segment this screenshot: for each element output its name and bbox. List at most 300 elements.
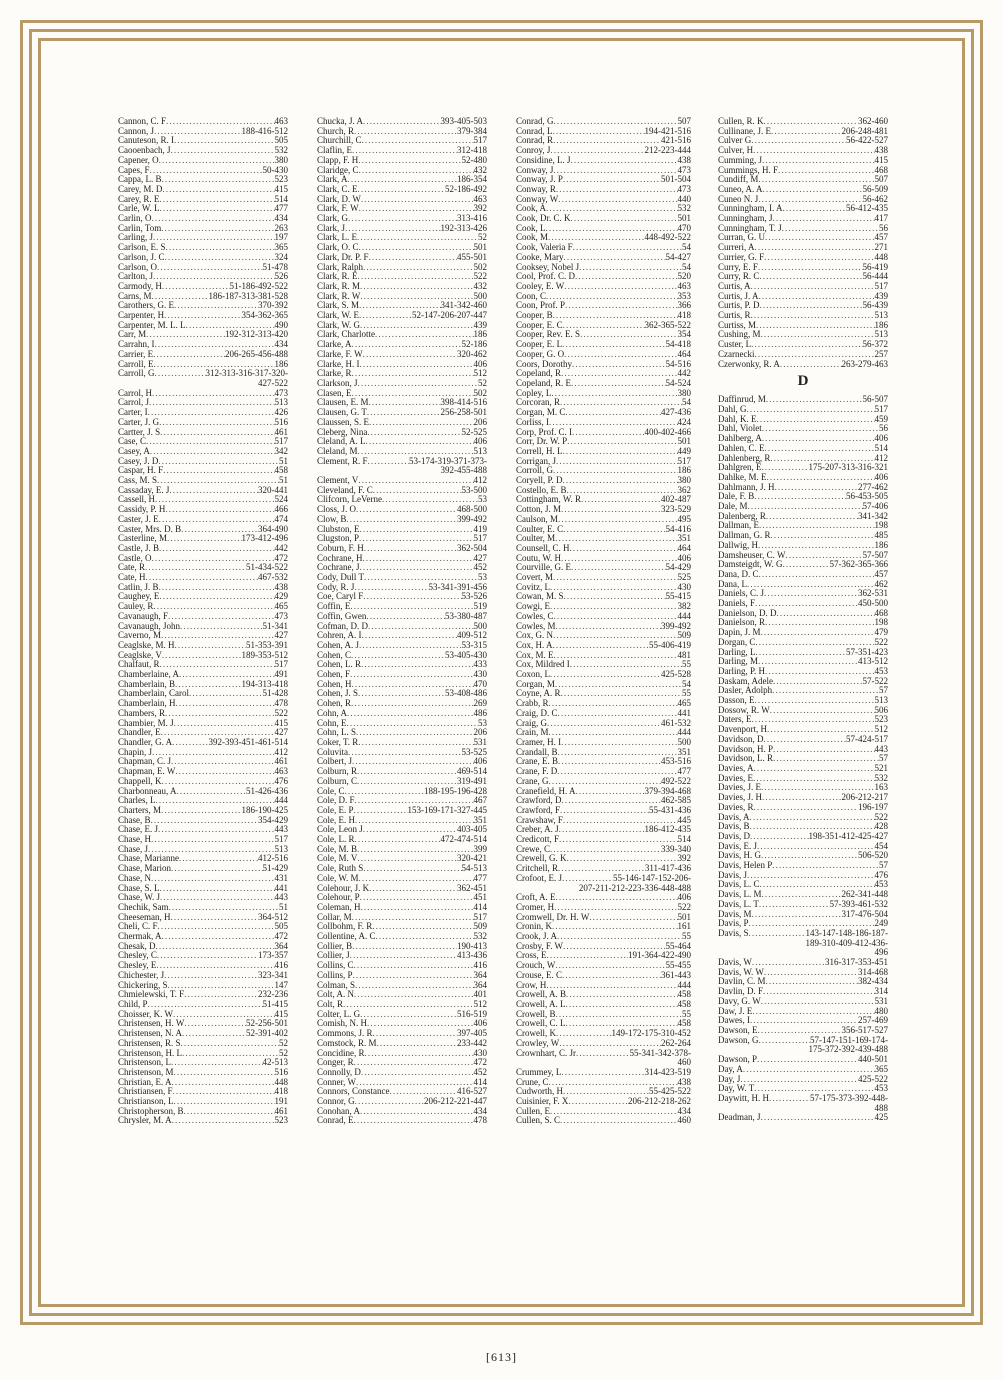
entry-name: Dallman, G. R [718,530,771,541]
page-refs: 54 [682,678,691,689]
entry-name: Czerwonky, R. A [718,358,780,369]
dot-leader [554,651,678,661]
entry-name: Clausen, E. M [317,397,369,408]
entry-name: Damsheuser, C. W [718,549,786,560]
entry-name: Comish, N. H [317,1018,368,1029]
page-refs: 523 [874,714,888,725]
page-refs: 249 [874,918,888,929]
entry-name: Christensen, N. A [118,1028,182,1039]
dot-leader [747,580,875,590]
page-refs: 54-429 [665,562,691,573]
entry-name: Davis, A [718,811,750,822]
entry-name: Cox, G. N [516,630,554,641]
entry-name: Clow, B [317,513,347,524]
page-refs: 406 [677,552,691,563]
entry-name: Daniels, C. J [718,588,764,599]
entry-name: Cook, L [516,222,546,233]
dot-leader [562,971,661,981]
page-refs: 458 [274,465,288,476]
page-refs: 196-197 [858,801,888,812]
page-refs: 472 [473,1057,487,1068]
page-refs: 56-422-527 [846,135,888,146]
page-refs: 427-436 [661,407,691,418]
page-refs: 517 [473,135,487,146]
entry-name: Church, R [317,125,354,136]
entry-name: Carlson, E. S [118,242,166,253]
entry-name: Day, J [718,1073,741,1084]
page-refs: 429 [274,591,288,602]
page-refs: 406 [473,756,487,767]
page-refs: 314-423-519 [644,1066,691,1077]
dot-leader [555,534,677,544]
page-refs: 458 [677,1018,691,1029]
entry-name: Cox, H. A [516,639,553,650]
entry-name: Chichester, J [118,969,165,980]
page-refs: 463 [473,193,487,204]
entry-name: Cundiff, M [718,174,759,185]
dot-leader [557,767,677,777]
page-refs: 380 [677,387,691,398]
page-refs: 516-519 [457,1008,487,1019]
dot-leader [552,922,678,932]
dot-leader [761,463,808,473]
dot-leader [369,418,473,428]
entry-name: Clark, R. E [317,271,358,282]
dot-leader [759,521,875,531]
dot-leader [740,1075,858,1085]
dot-leader [354,127,457,137]
entry-name: Chapman, C. J [118,756,171,767]
entry-name: Conway, R [516,183,556,194]
entry-name: Carter, I [118,407,148,418]
dot-leader [146,437,275,447]
entry-name: Cook, Valeria F [516,242,573,253]
entry-name: Cole, Ruth S [317,863,364,874]
entry-name: Cartter, J. S [118,426,161,437]
dot-leader [355,835,441,845]
entry-name: Cranefield, H. A [516,785,576,796]
entry-name: Chase, Marion [118,863,171,874]
entry-name: Carlin, O [118,213,152,224]
entry-name: Dasler, Adolph [718,685,773,696]
page-refs: 406 [874,471,888,482]
page-refs: 323-341 [258,969,288,980]
page-refs: 525 [677,572,691,583]
page-refs: 186 [874,539,888,550]
entry-name: Coxon, L [516,669,551,680]
dot-leader [159,583,275,593]
page-refs: 463 [274,116,288,126]
dot-leader [153,350,225,360]
entry-name: Conrad, G [516,116,554,126]
entry-name: Davis, Helen P [718,860,773,871]
entry-name: Cowles, M [516,620,556,631]
entry-name: Cumming, J [718,154,763,165]
entry-name: Cass, M. S [118,475,158,486]
entry-name: Costello, E. B [516,484,567,495]
page-refs: 415 [274,1008,288,1019]
entry-name: Chase, B [118,814,151,825]
dot-leader [763,185,863,195]
page-refs: 473 [677,164,691,175]
page-refs: 52-147-206-207-447 [412,310,487,321]
dot-leader [761,997,875,1007]
page-refs: 500 [677,737,691,747]
entry-name: Cohn, E [317,717,347,728]
entry-name: Day, A [718,1063,743,1074]
page-refs: 54-418 [665,339,691,350]
page-refs: 434 [677,1105,691,1116]
dot-leader [361,903,474,913]
entry-name: Cole, Leon J [317,824,363,835]
entry-name: Davies, R [718,801,754,812]
entry-name: Cullen, R. K [718,116,764,126]
page-refs: 56-412-435 [846,203,888,214]
index-entry [516,1049,691,1059]
page-refs: 501 [677,213,691,224]
entry-name: Davies, A [718,763,754,773]
entry-name: Dale, M [718,501,748,512]
dot-leader [348,175,458,185]
page-refs: 427 [274,727,288,738]
dot-leader [346,515,457,525]
page-refs: 50-430 [262,164,288,175]
dot-leader [752,1007,874,1017]
page-refs: 51 [279,455,288,466]
entry-name: Cappa, L. B [118,174,162,185]
page-refs: 416-527 [457,1086,487,1097]
entry-name: Davis, L. C [718,879,760,890]
dot-leader [352,340,462,350]
page-refs: 490 [274,319,288,330]
entry-name: Carpenter, M. L. L [118,319,186,330]
entry-name: Crowell, A. L [516,998,566,1009]
entry-name: Crandall, B [516,746,558,757]
entry-name: Cunningham, I. A [718,203,783,214]
dot-leader [160,204,275,214]
page-refs: 522 [473,271,487,282]
page-refs: 393-405-503 [440,116,487,126]
page-refs: 186-354 [457,174,487,185]
dot-leader [152,214,275,224]
page-refs: 473 [677,183,691,194]
page-refs: 52 [478,377,487,388]
index-entry [718,1094,888,1104]
page-refs: 444 [677,727,691,738]
page-refs: 501 [677,911,691,922]
page-refs: 418 [677,310,691,321]
entry-name: Cohen, L. R [317,659,361,670]
dot-leader [556,457,678,467]
dot-leader [353,971,474,981]
page-refs: 397-405 [457,1028,487,1039]
page-refs: 188-195-196-428 [424,785,487,796]
page-refs: 319-491 [457,775,487,786]
entry-name: Crewe, C [516,843,550,854]
dot-leader [564,350,677,360]
entry-name: Darling, L [718,646,756,657]
dot-leader [352,146,457,156]
page-refs: 379-384 [457,125,487,136]
entry-name: Cohen, H [317,678,352,689]
page-refs: 477 [473,872,487,883]
page-refs: 52 [478,232,487,243]
page-refs: 364 [473,969,487,980]
dot-leader [551,389,677,399]
page-refs: 492-522 [661,775,691,786]
entry-name: Chermak, A [118,931,162,942]
page-refs: 206 [473,416,487,427]
page-refs: 189-353-512 [241,649,288,660]
page-refs: 55 [682,1008,691,1019]
page-refs: 438 [677,154,691,165]
page-refs: 514 [874,442,888,453]
page-refs: 457 [874,232,888,243]
entry-name: Davidson, L. R [718,753,773,764]
dot-leader [360,1107,473,1117]
entry-name: Cohen, A. J [317,639,360,650]
entry-name: Clarke, A [317,339,352,350]
dot-leader [175,641,247,651]
entry-name: Carpenter, H [118,310,165,321]
entry-name: Coulter, M [516,533,556,544]
page-refs: 362 [677,484,691,495]
page-refs: 517 [473,533,487,544]
page-refs: 55-455 [665,960,691,971]
page-refs: 481 [677,649,691,660]
dot-leader [156,961,274,971]
entry-name: Craig, D. C [516,707,558,718]
dot-leader [162,185,274,195]
entry-name: Child, P [118,998,148,1009]
dot-leader [355,1097,424,1107]
entry-name: Dahlen, C. E [718,442,765,453]
page-refs: 448 [874,251,888,262]
dot-leader [368,457,409,467]
page-refs: 506-520 [858,850,888,861]
page-refs: 500 [473,290,487,301]
entry-name: Davis, H. G [718,850,761,861]
page-refs: 55-431-436 [649,804,691,815]
entry-name: Chamberlain, H [118,698,176,709]
dot-leader [170,913,258,923]
entry-name: Davis, S [718,927,749,938]
entry-name: Carrol, H [118,387,152,398]
dot-leader [773,754,879,764]
page-refs: 426 [274,407,288,418]
dot-leader [559,835,678,845]
dot-leader [761,851,858,861]
entry-name: Davis, J [718,869,747,880]
page-refs: 56-419 [862,261,888,272]
page-refs: 476 [274,775,288,786]
page-refs: 53-380-487 [445,610,487,621]
dot-leader [555,680,682,690]
dot-leader [160,428,274,438]
page-refs: 51-426-436 [246,785,288,796]
dot-leader [764,968,858,978]
entry-name: Christian, E. A [118,1076,172,1087]
page-refs: 444 [677,610,691,621]
page-refs: 382-434 [858,976,888,987]
entry-name: Davy, G. W [718,995,761,1006]
page-refs: 421-516 [661,135,691,146]
page-refs: 380 [274,154,288,165]
page-refs: 517 [473,911,487,922]
entry-name: Cavanaugh, F [118,610,168,621]
page-refs: 206-248-481 [841,125,888,136]
dot-leader [757,842,875,852]
page-refs: 430 [473,669,487,680]
entry-name: Concidine, R [317,1047,365,1058]
dot-leader [564,592,666,602]
page-refs: 445 [677,814,691,825]
page-refs: 523 [274,1115,288,1126]
dot-leader [367,408,441,418]
page-refs: 206-212-217 [841,792,888,803]
dot-leader [783,560,830,570]
entry-name: Conohan, A [317,1105,361,1116]
page-refs: 55-146-147-152-206- [613,872,691,883]
dot-leader [755,696,875,706]
entry-name: Castle, O [118,552,152,563]
dot-leader [572,360,666,370]
dot-leader [773,677,863,687]
entry-name: Croft, A. E [516,892,556,903]
dot-leader [364,544,457,554]
page-refs: 427 [473,552,487,563]
page-refs: 467-532 [258,572,288,583]
dot-leader [751,340,862,350]
page-refs: 454 [874,840,888,851]
entry-name: Capener, O [118,154,159,165]
page-refs: 52-186-492 [445,183,487,194]
dot-leader [563,525,665,535]
dot-leader [766,512,858,522]
page-refs: 312-418 [457,145,487,156]
dot-leader [771,531,875,541]
entry-name: Caooenbach, J [118,145,171,156]
page-refs: 412-516 [258,853,288,864]
entry-name: Clark, Dr. P. F [317,251,369,262]
dot-leader [556,622,661,632]
dot-leader [175,767,274,777]
entry-name: Clark, O. C [317,242,359,253]
dot-leader [575,272,677,282]
page-refs: 175-372-392-439-488 [808,1044,888,1055]
page-refs: 443 [874,743,888,754]
page-refs: 465 [677,698,691,709]
entry-name: Cross, E [516,950,547,961]
entry-name: Cassidy, P. H [118,504,166,515]
page-refs: 532 [473,931,487,942]
dot-leader [362,554,473,564]
page-refs: 509 [677,630,691,641]
entry-name: Cohn, L. S [317,727,357,738]
page-refs: 57 [879,685,888,696]
entry-name: Covitz, L [516,581,550,592]
dot-leader [751,136,846,146]
entry-name: Christenson, L [118,1057,171,1068]
entry-name: Conner, W [317,1076,356,1087]
entry-name: Crowley, W [516,1037,560,1048]
page-refs: 153-169-171-327-445 [407,804,487,815]
entry-name: Cohen, R [317,698,352,709]
entry-name: Chase, J [118,843,148,854]
page-refs: 56-439 [862,300,888,311]
dot-leader [763,987,875,997]
dot-leader [171,864,263,874]
page-refs: 364 [274,940,288,951]
page-refs: 364-512 [258,911,288,922]
page-refs: 56 [879,423,888,434]
dot-leader [759,272,862,282]
dot-leader [756,648,847,658]
entry-name: Charters, M [118,804,161,815]
entry-name: Cottingham, W. R [516,494,582,505]
entry-name: Crawford, F [516,804,560,815]
page-refs: 453 [874,1083,888,1094]
entry-name: Coburn, F. H [317,542,364,553]
entry-name: Daters, E [718,714,752,725]
dot-leader [375,330,474,340]
dot-leader [754,492,846,502]
entry-name: Davis, E. J [718,840,757,851]
dot-leader [153,233,275,243]
dot-leader [550,670,661,680]
entry-name: Daniels, F [718,598,755,609]
page-refs: 194-421-516 [644,125,691,136]
entry-name: Copley, L [516,387,552,398]
entry-name: Copeland, R. E [516,377,571,388]
entry-name: Crewell, G. K [516,853,567,864]
entry-name: Culver G [718,135,752,146]
entry-name: Cooley, E. W [516,280,565,291]
entry-name: Carrahn, I [118,339,155,350]
dot-leader [778,166,874,176]
dot-leader [345,787,424,797]
dot-leader [550,1107,678,1117]
page-refs: 400-402-466 [644,426,691,437]
dot-leader [358,185,446,195]
entry-name: Dorgan, C [718,636,756,647]
entry-name: Caster, Mrs. D. B [118,523,182,534]
entry-name: Caulson, M [516,513,559,524]
page-refs: 495 [677,513,691,524]
page-refs: 406 [874,433,888,444]
page-refs: 53-341-391-456 [428,581,487,592]
entry-name: Curreri, A [718,242,755,253]
dot-leader [363,263,474,273]
dot-leader [752,715,875,725]
entry-name: Crawford, D [516,795,562,806]
entry-name: Cromer, H [516,901,555,912]
dot-leader [174,1068,275,1078]
dot-leader [174,1097,275,1107]
dot-leader [561,1068,644,1078]
page-refs: 470 [473,678,487,689]
dot-leader [161,806,242,816]
entry-name: Coulter, E. C [516,523,564,534]
page-refs: 523 [274,174,288,185]
page-refs: 57-147-151-169-174- [810,1034,888,1045]
entry-name: Ceaglske, V [118,649,162,660]
dot-leader [766,977,858,987]
page-refs: 398-414-516 [440,397,487,408]
dot-leader [363,592,461,602]
dot-leader [356,728,473,738]
entry-name: Collbohm, F. R [317,921,373,932]
